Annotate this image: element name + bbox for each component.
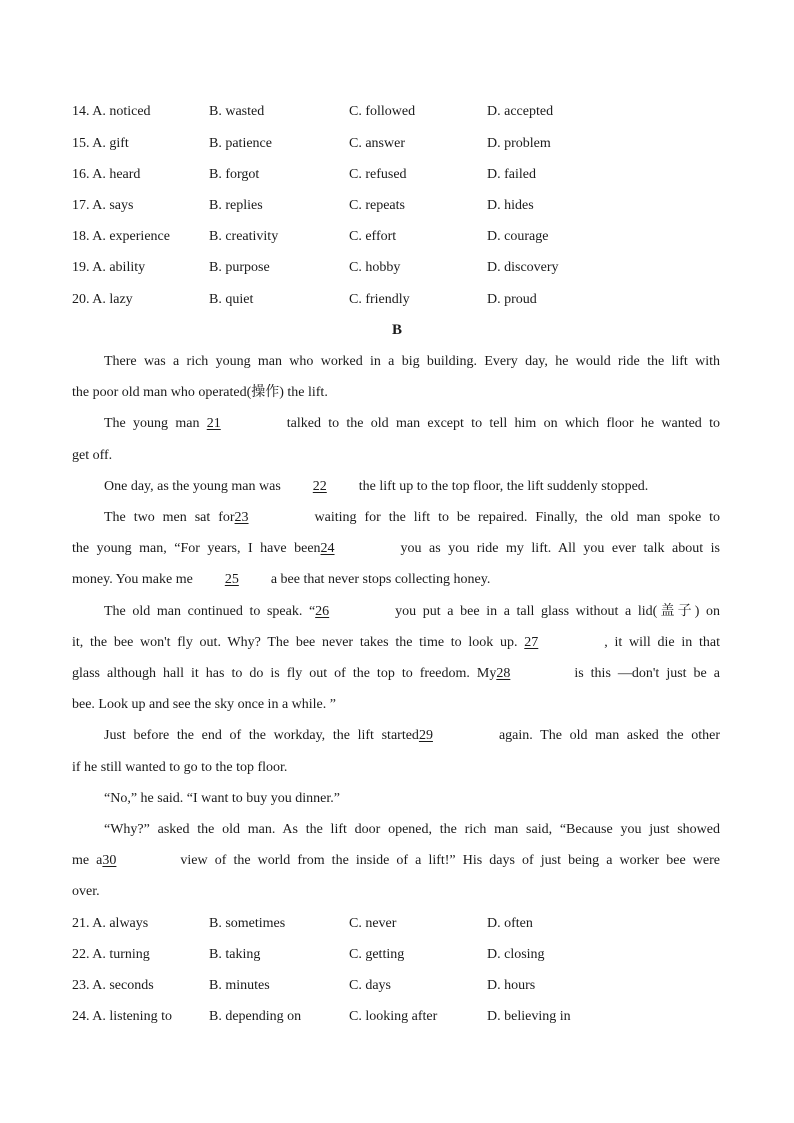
option-row-23 bbox=[72, 976, 732, 996]
option-d: D. accepted bbox=[487, 104, 554, 119]
passage-line: One day, as the young man was 22 the lift up to the top floor, the lift suddenly stopped. bbox=[104, 476, 720, 498]
option-c: C. effort bbox=[349, 229, 397, 244]
option-a: 20. A. lazy bbox=[72, 292, 133, 307]
option-b: B. replies bbox=[209, 198, 263, 213]
option-c: C. never bbox=[349, 916, 397, 931]
passage-line: get off. bbox=[72, 448, 113, 463]
blank-22[interactable]: 22 bbox=[312, 479, 327, 494]
option-d: D. closing bbox=[487, 947, 545, 962]
option-b: B. forgot bbox=[209, 167, 260, 182]
option-d: D. believing in bbox=[487, 1009, 571, 1024]
passage-line: The young man 21 talked to the old man except to tell him on which floor he wanted to bbox=[104, 413, 720, 435]
passage-line: “No,” he said. “I want to buy you dinner.” bbox=[104, 791, 340, 806]
option-d: D. often bbox=[487, 916, 533, 931]
blank-21[interactable]: 21 bbox=[206, 416, 221, 431]
passage-line: if he still wanted to go to the top floor. bbox=[72, 760, 288, 775]
option-a: 17. A. says bbox=[72, 198, 134, 213]
option-b: B. quiet bbox=[209, 292, 254, 307]
option-row-24 bbox=[72, 1007, 732, 1027]
option-b: B. depending on bbox=[209, 1009, 302, 1024]
option-b: B. purpose bbox=[209, 260, 270, 275]
blank-23[interactable]: 23 bbox=[234, 510, 249, 525]
option-a: 18. A. experience bbox=[72, 229, 170, 244]
option-c: C. looking after bbox=[349, 1009, 438, 1024]
blank-30[interactable]: 30 bbox=[102, 853, 117, 868]
blank-25[interactable]: 25 bbox=[224, 572, 239, 587]
option-c: C. repeats bbox=[349, 198, 405, 213]
option-c: C. friendly bbox=[349, 292, 410, 307]
passage-line: Just before the end of the workday, the lift started29 again. The old man asked the other bbox=[104, 725, 720, 747]
option-c: C. hobby bbox=[349, 260, 401, 275]
option-d: D. proud bbox=[487, 292, 537, 307]
option-row-16 bbox=[72, 165, 732, 185]
option-a: 24. A. listening to bbox=[72, 1009, 172, 1024]
passage-line: There was a rich young man who worked in a big building. Every day, he would ride the lift with bbox=[104, 354, 720, 369]
option-a: 23. A. seconds bbox=[72, 978, 154, 993]
option-a: 15. A. gift bbox=[72, 136, 129, 151]
option-d: D. hides bbox=[487, 198, 534, 213]
passage-line: the poor old man who operated(操作) the lift. bbox=[72, 385, 328, 400]
option-c: C. followed bbox=[349, 104, 416, 119]
blank-29[interactable]: 29 bbox=[418, 728, 433, 743]
option-row-17 bbox=[72, 196, 732, 216]
section-title: B bbox=[391, 322, 402, 338]
passage-line: money. You make me 25 a bee that never stops collecting honey. bbox=[72, 569, 720, 591]
option-c: C. refused bbox=[349, 167, 407, 182]
passage-line: The two men sat for23 waiting for the lift to be repaired. Finally, the old man spoke to bbox=[104, 507, 720, 529]
option-b: B. sometimes bbox=[209, 916, 286, 931]
option-c: C. answer bbox=[349, 136, 405, 151]
option-d: D. hours bbox=[487, 978, 536, 993]
option-d: D. courage bbox=[487, 229, 549, 244]
passage-line: bee. Look up and see the sky once in a while. ” bbox=[72, 697, 336, 712]
option-c: C. getting bbox=[349, 947, 405, 962]
option-row-19 bbox=[72, 258, 732, 278]
passage-line: it, the bee won't fly out. Why? The bee never takes the time to look up. 27 , it will die in that bbox=[72, 632, 720, 654]
passage-line: “Why?” asked the old man. As the lift door opened, the rich man said, “Because you just showed bbox=[104, 822, 720, 837]
option-row-18 bbox=[72, 227, 732, 247]
option-a: 16. A. heard bbox=[72, 167, 141, 182]
option-row-15 bbox=[72, 134, 732, 154]
option-c: C. days bbox=[349, 978, 391, 993]
option-b: B. wasted bbox=[209, 104, 265, 119]
option-row-20 bbox=[72, 290, 732, 310]
blank-27[interactable]: 27 bbox=[524, 635, 539, 650]
option-b: B. patience bbox=[209, 136, 272, 151]
option-a: 19. A. ability bbox=[72, 260, 146, 275]
passage-line: The old man continued to speak. “26 you put a bee in a tall glass without a lid(盖子) on bbox=[104, 601, 720, 623]
passage-line: the young man, “For years, I have been24 you as you ride my lift. All you ever talk about is bbox=[72, 538, 720, 560]
option-row-21 bbox=[72, 914, 732, 934]
option-row-22 bbox=[72, 945, 732, 965]
option-a: 21. A. always bbox=[72, 916, 149, 931]
option-b: B. minutes bbox=[209, 978, 270, 993]
blank-28[interactable]: 28 bbox=[496, 666, 511, 681]
option-a: 14. A. noticed bbox=[72, 104, 151, 119]
passage-line: over. bbox=[72, 884, 100, 899]
option-b: B. taking bbox=[209, 947, 261, 962]
option-d: D. discovery bbox=[487, 260, 559, 275]
option-d: D. failed bbox=[487, 167, 536, 182]
option-d: D. problem bbox=[487, 136, 551, 151]
blank-24[interactable]: 24 bbox=[320, 541, 335, 556]
option-b: B. creativity bbox=[209, 229, 279, 244]
passage-line: glass although hall it has to do is fly out of the top to freedom. My28 is this —don't just be a bbox=[72, 663, 720, 685]
option-a: 22. A. turning bbox=[72, 947, 150, 962]
passage-line: me a30 view of the world from the inside of a lift!” His days of just being a worker bee were bbox=[72, 850, 720, 872]
blank-26[interactable]: 26 bbox=[315, 604, 330, 619]
option-row-14 bbox=[72, 102, 732, 122]
